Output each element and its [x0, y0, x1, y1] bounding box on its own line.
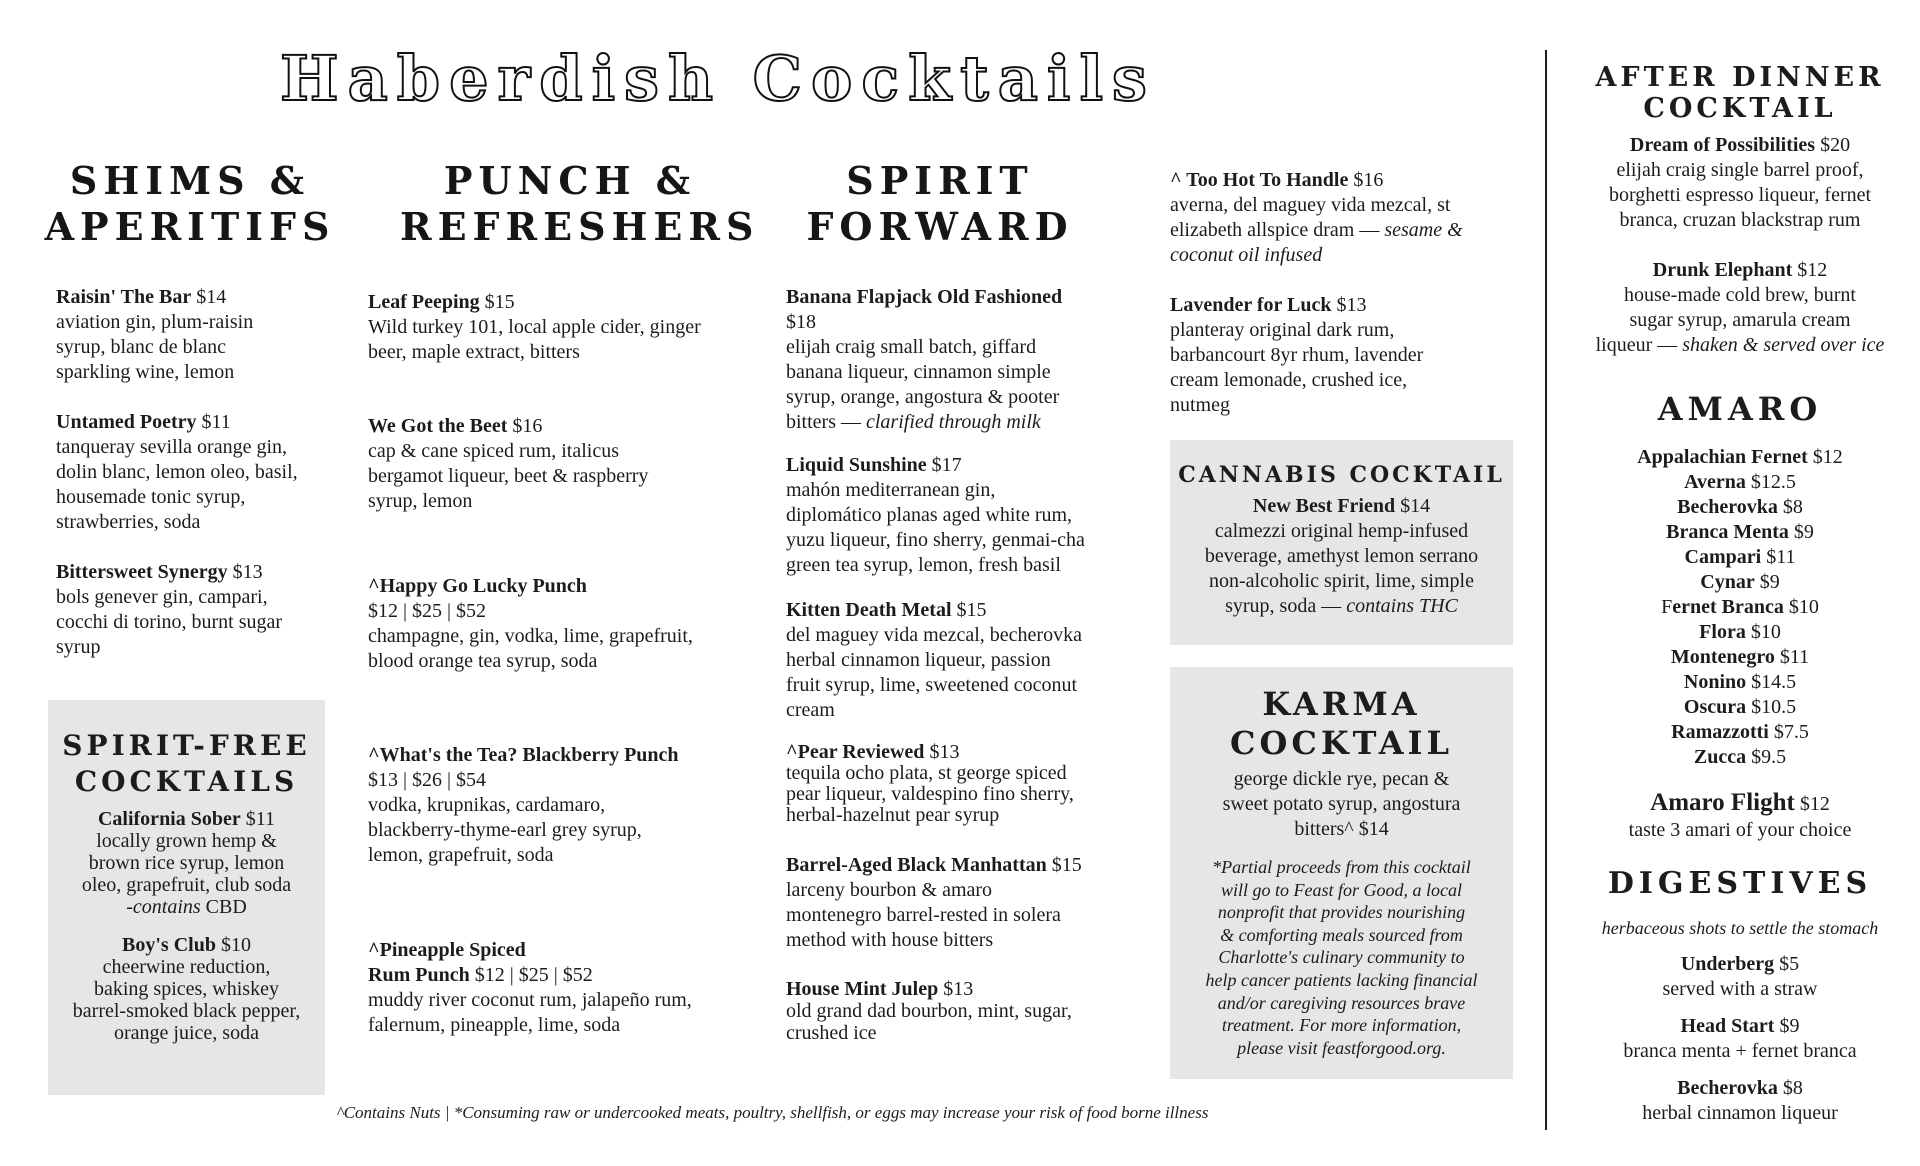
karma-note-line: Charlotte's culinary community to	[1218, 947, 1465, 968]
item-name: New Best Friend	[1252, 495, 1396, 517]
item-name: Underberg	[1680, 953, 1775, 975]
item-desc: falernum, pineapple, lime, soda	[368, 1014, 621, 1036]
menu-item	[368, 574, 748, 674]
item-price: $7.5	[1773, 721, 1809, 743]
item-price: $11	[1766, 546, 1796, 568]
item-price: $9.5	[1751, 746, 1787, 768]
menu-item	[368, 290, 748, 365]
item-desc: cap & cane spiced rum, italicus	[368, 440, 620, 462]
item-price: $15	[1051, 854, 1082, 876]
list-item	[1565, 445, 1915, 470]
item-desc: tequila ocho plata, st george spiced	[786, 762, 1067, 784]
item-name: Rum Punch	[368, 964, 470, 986]
shims-heading-line1: SHIMS &	[69, 158, 311, 203]
item-desc: beer, maple extract, bitters	[368, 341, 580, 363]
item-name: Ramazzotti	[1671, 721, 1769, 743]
item-name: ^Pear Reviewed	[786, 741, 925, 763]
item-desc-plain: elizabeth allspice dram —	[1170, 219, 1385, 241]
item-desc-last	[1565, 333, 1915, 358]
item-price: $18	[786, 311, 816, 333]
item-desc: Wild turkey 101, local apple cider, ginger	[368, 316, 701, 338]
item-desc: non-alcoholic spirit, lime, simple	[1209, 570, 1474, 592]
item-name: Bittersweet Synergy	[56, 561, 228, 583]
item-name: Averna	[1684, 471, 1746, 493]
list-item	[1565, 620, 1915, 645]
item-name: Nonino	[1683, 671, 1747, 693]
list-item	[1565, 495, 1915, 520]
item-name: Zucca	[1693, 746, 1747, 768]
item-price: $12.5	[1750, 471, 1796, 493]
item-name: ^Happy Go Lucky Punch	[368, 575, 587, 597]
item-note	[48, 896, 325, 918]
list-item	[1565, 595, 1915, 620]
list-item	[1565, 470, 1915, 495]
item-desc: borghetti espresso liqueur, fernet	[1608, 184, 1872, 206]
item-note-plain: CBD	[200, 896, 247, 918]
item-name: Cynar	[1700, 571, 1755, 593]
item-price: $12	[1812, 446, 1843, 468]
item-price: $13	[232, 561, 263, 583]
item-desc: baking spices, whiskey	[94, 978, 279, 1000]
menu-item	[368, 743, 748, 868]
item-name: ernet Branca	[1672, 596, 1784, 618]
item-desc: diplomático planas aged white rum,	[786, 504, 1073, 526]
menu-item	[1170, 168, 1500, 268]
menu-title: Haberdish Cocktails	[280, 42, 1156, 115]
punch-heading-line2: REFRESHERS	[400, 204, 760, 249]
karma-heading-line1: KARMA	[1262, 685, 1421, 723]
item-name: Becherovka	[1677, 496, 1778, 518]
item-name: Dream of Possibilities	[1629, 134, 1816, 156]
item-desc: george dickle rye, pecan &	[1233, 768, 1450, 790]
item-desc-plain: liqueur —	[1595, 334, 1683, 356]
footer-disclaimer: ^Contains Nuts | *Consuming raw or undercooked meats, poultry, shellfish, or eggs may increase your risk of food borne illness	[336, 1103, 1209, 1122]
item-desc: bols genever gin, campari,	[56, 586, 268, 608]
item-desc: strawberries, soda	[56, 511, 201, 533]
item-price: $12	[1799, 793, 1830, 815]
item-name: ^ Too Hot To Handle	[1170, 169, 1349, 191]
item-price: $5	[1779, 953, 1800, 975]
digestives-heading: DIGESTIVES	[1607, 866, 1873, 901]
menu-item	[786, 853, 1126, 953]
menu-item	[1565, 258, 1915, 358]
item-desc-italic: coconut oil infused	[1170, 244, 1323, 266]
item-name: House Mint Julep	[786, 978, 939, 1000]
menu-item	[786, 453, 1126, 578]
item-desc: oleo, grapefruit, club soda	[81, 874, 292, 896]
item-desc: syrup, lemon	[368, 490, 473, 512]
item-desc: montenegro barrel-rested in solera	[786, 904, 1061, 926]
item-desc: crushed ice	[786, 1022, 877, 1044]
item-name: Raisin' The Bar	[56, 286, 192, 308]
item-name: Banana Flapjack Old Fashioned	[786, 286, 1063, 308]
menu-item	[48, 808, 325, 918]
item-price: $20	[1820, 134, 1851, 156]
item-prices: $12 | $25 | $52	[368, 600, 487, 622]
spirit-forward-heading	[790, 158, 1090, 250]
menu-item	[1170, 494, 1513, 619]
amaro-list	[1565, 445, 1915, 770]
item-name: Oscura	[1683, 696, 1747, 718]
item-desc: barrel-smoked black pepper,	[72, 1000, 301, 1022]
item-name: Kitten Death Metal	[786, 599, 952, 621]
item-desc: tanqueray sevilla orange gin,	[56, 436, 288, 458]
item-desc-last	[1170, 594, 1513, 619]
item-desc: muddy river coconut rum, jalapeño rum,	[368, 989, 692, 1011]
item-price: $10.5	[1751, 696, 1797, 718]
item-name: Appalachian Fernet	[1637, 446, 1808, 468]
item-desc-last	[786, 410, 1126, 435]
menu-item	[48, 934, 325, 1044]
after-dinner-heading	[1565, 62, 1915, 124]
punch-heading	[400, 158, 760, 250]
item-name-plain: F	[1661, 596, 1673, 618]
item-name: Boy's Club	[122, 934, 216, 956]
item-desc-italic: shaken & served over ice	[1682, 334, 1885, 356]
spirit-free-heading-line1: SPIRIT-FREE	[62, 729, 311, 762]
item-name: Liquid Sunshine	[786, 454, 927, 476]
karma-note-line: *Partial proceeds from this cocktail	[1212, 857, 1471, 877]
amaro-flight	[1565, 790, 1915, 843]
item-desc: sugar syrup, amarula cream	[1629, 309, 1851, 331]
list-item	[1565, 720, 1915, 745]
item-note-italic: -contains	[126, 896, 201, 918]
item-price: $10	[220, 934, 251, 956]
item-desc: banana liqueur, cinnamon simple	[786, 361, 1051, 383]
menu-item	[56, 560, 356, 660]
karma-heading-line2: COCKTAIL	[1230, 724, 1453, 762]
item-name: Flora	[1699, 621, 1746, 643]
list-item	[1565, 520, 1915, 545]
item-desc: sparkling wine, lemon	[56, 361, 235, 383]
karma-note-line: will go to Feast for Good, a local	[1221, 879, 1462, 900]
karma-heading	[1170, 685, 1513, 763]
item-prices: $13 | $26 | $54	[368, 769, 487, 791]
spirit-forward-heading-line1: SPIRIT	[846, 158, 1034, 203]
amaro-heading: AMARO	[1657, 390, 1823, 428]
spirit-free-heading	[48, 728, 325, 800]
item-price: $14	[196, 286, 227, 308]
item-price: $8	[1782, 1077, 1803, 1099]
item-price: $14	[1400, 495, 1431, 517]
menu-item	[1565, 952, 1915, 1002]
item-desc: pear liqueur, valdespino fino sherry,	[786, 783, 1074, 805]
item-desc: elijah craig single barrel proof,	[1616, 159, 1864, 181]
item-price: $13	[929, 741, 960, 763]
item-desc: sweet potato syrup, angostura	[1222, 793, 1461, 815]
item-name: Untamed Poetry	[56, 411, 197, 433]
item-name: ^What's the Tea? Blackberry Punch	[368, 744, 679, 766]
item-desc: planteray original dark rum,	[1170, 319, 1395, 341]
item-price: $16	[512, 415, 543, 437]
item-desc: dolin blanc, lemon oleo, basil,	[56, 461, 298, 483]
item-name: Branca Menta	[1666, 521, 1789, 543]
item-price: $10	[1750, 621, 1781, 643]
spirit-forward-heading-line2: FORWARD	[806, 204, 1074, 249]
item-price: $8	[1782, 496, 1803, 518]
karma-note-line: treatment. For more information,	[1221, 1015, 1462, 1036]
item-desc: syrup	[56, 636, 101, 658]
item-desc: mahón mediterranean gin,	[786, 479, 996, 501]
menu-item	[1565, 1076, 1915, 1126]
item-desc: fruit syrup, lime, sweetened coconut	[786, 674, 1078, 696]
item-price: $11	[1779, 646, 1810, 668]
item-desc: barbancourt 8yr rhum, lavender	[1170, 344, 1424, 366]
item-price: $13	[1336, 294, 1367, 316]
list-item	[1565, 545, 1915, 570]
list-item	[1565, 570, 1915, 595]
karma-note-line: & comforting meals sourced from	[1220, 924, 1463, 945]
item-desc: syrup, blanc de blanc	[56, 336, 226, 358]
karma-note-line: please visit feastforgood.org.	[1237, 1037, 1446, 1058]
spirit-free-heading-line2: COCKTAILS	[74, 765, 299, 798]
cannabis-heading: CANNABIS COCKTAIL	[1178, 462, 1505, 488]
item-desc: blackberry-thyme-earl grey syrup,	[368, 819, 642, 841]
karma-note-line: and/or caregiving resources brave	[1217, 992, 1466, 1013]
item-name: California Sober	[97, 808, 241, 830]
list-item	[1565, 670, 1915, 695]
item-name: Montenegro	[1670, 646, 1775, 668]
item-desc: larceny bourbon & amaro	[786, 879, 993, 901]
karma-desc	[1170, 767, 1513, 842]
item-name: Head Start	[1680, 1015, 1775, 1037]
menu-item	[56, 285, 346, 385]
item-desc-italic: clarified through milk	[866, 411, 1041, 433]
item-name: ^Pineapple Spiced	[368, 939, 526, 961]
item-desc: bergamot liqueur, beet & raspberry	[368, 465, 649, 487]
item-desc: branca menta + fernet branca	[1623, 1040, 1857, 1062]
item-price: $14.5	[1751, 671, 1797, 693]
item-desc: cream lemonade, crushed ice,	[1170, 369, 1408, 391]
item-price: $12	[1797, 259, 1828, 281]
item-price: $9	[1793, 521, 1814, 543]
item-desc: taste 3 amari of your choice	[1628, 819, 1852, 841]
item-desc: nutmeg	[1170, 394, 1230, 416]
item-desc: herbal-hazelnut pear syrup	[786, 804, 1000, 826]
after-dinner-heading-line1: AFTER DINNER	[1595, 62, 1885, 93]
item-price: $9	[1779, 1015, 1800, 1037]
item-name: Amaro Flight	[1650, 789, 1795, 816]
item-price: $13	[943, 978, 974, 1000]
menu-item	[1170, 293, 1500, 418]
item-name: Lavender for Luck	[1170, 294, 1332, 316]
item-desc: method with house bitters	[786, 929, 994, 951]
item-desc: green tea syrup, lemon, fresh basil	[786, 554, 1061, 576]
item-desc: elijah craig small batch, giffard	[786, 336, 1037, 358]
menu-item	[1565, 133, 1915, 233]
item-desc: blood orange tea syrup, soda	[368, 650, 598, 672]
list-item	[1565, 695, 1915, 720]
menu-item	[786, 742, 1126, 826]
karma-note-line: help cancer patients lacking financial	[1205, 969, 1478, 990]
item-desc-italic: contains THC	[1346, 595, 1458, 617]
item-desc: housemade tonic syrup,	[56, 486, 246, 508]
item-desc-plain: bitters —	[786, 411, 866, 433]
item-desc: syrup, orange, angostura & pooter	[786, 386, 1060, 408]
item-name: We Got the Beet	[368, 415, 508, 437]
item-desc: orange juice, soda	[114, 1022, 259, 1044]
menu-item	[786, 978, 1126, 1044]
karma-note	[1170, 856, 1513, 1059]
item-desc: brown rice syrup, lemon	[88, 852, 285, 874]
item-desc: cream	[786, 699, 835, 721]
shims-heading-line2: APERITIFS	[44, 204, 336, 249]
menu-item	[56, 410, 356, 535]
item-desc: cheerwine reduction,	[102, 956, 271, 978]
karma-box	[1170, 667, 1513, 1079]
item-prices: $12 | $25 | $52	[474, 964, 593, 986]
item-price: $10	[1788, 596, 1819, 618]
item-price: $16	[1353, 169, 1384, 191]
item-desc: vodka, krupnikas, cardamaro,	[368, 794, 606, 816]
menu-item	[368, 414, 748, 514]
item-desc: yuzu liqueur, fino sherry, genmai-cha	[786, 529, 1085, 551]
menu-item	[368, 938, 748, 1038]
shims-heading	[40, 158, 340, 250]
menu-item	[1565, 1014, 1915, 1064]
cannabis-box	[1170, 440, 1513, 645]
menu-item	[786, 598, 1126, 723]
item-name: Drunk Elephant	[1652, 259, 1793, 281]
list-item	[1565, 745, 1915, 770]
item-price: $15	[484, 291, 515, 313]
item-name: Leaf Peeping	[368, 291, 480, 313]
item-desc: served with a straw	[1662, 978, 1818, 1000]
item-desc: house-made cold brew, burnt	[1624, 284, 1856, 306]
digestives-tagline: herbaceous shots to settle the stomach	[1601, 918, 1879, 938]
menu-item	[786, 285, 1126, 435]
item-desc: cocchi di torino, burnt sugar	[56, 611, 283, 633]
item-desc: averna, del maguey vida mezcal, st	[1170, 194, 1451, 216]
punch-heading-line1: PUNCH &	[443, 158, 697, 203]
after-dinner-heading-line2: COCKTAIL	[1643, 93, 1837, 124]
item-desc-plain: syrup, soda —	[1225, 595, 1347, 617]
item-desc: herbal cinnamon liqueur, passion	[786, 649, 1051, 671]
item-name: Becherovka	[1677, 1077, 1778, 1099]
column-divider	[1545, 50, 1547, 1130]
item-desc	[1170, 218, 1500, 243]
item-desc: old grand dad bourbon, mint, sugar,	[786, 1000, 1072, 1022]
item-desc: herbal cinnamon liqueur	[1642, 1102, 1838, 1124]
item-desc-italic: sesame &	[1384, 219, 1463, 241]
list-item	[1565, 645, 1915, 670]
item-price: $17	[931, 454, 962, 476]
item-price: $11	[245, 808, 276, 830]
item-desc: lemon, grapefruit, soda	[368, 844, 554, 866]
spirit-free-box	[48, 700, 325, 1095]
item-price: $15	[956, 599, 987, 621]
item-desc: aviation gin, plum-raisin	[56, 311, 254, 333]
karma-note-line: nonprofit that provides nourishing	[1217, 902, 1466, 923]
item-desc: champagne, gin, vodka, lime, grapefruit,	[368, 625, 693, 647]
item-desc: calmezzi original hemp-infused	[1214, 520, 1469, 542]
item-desc: branca, cruzan blackstrap rum	[1619, 209, 1861, 231]
item-desc: bitters^ $14	[1294, 818, 1389, 840]
item-desc: beverage, amethyst lemon serrano	[1204, 545, 1479, 567]
item-desc: del maguey vida mezcal, becherovka	[786, 624, 1082, 646]
item-price: $11	[201, 411, 231, 433]
item-name: Barrel-Aged Black Manhattan	[786, 854, 1047, 876]
item-name: Campari	[1684, 546, 1762, 568]
item-desc: locally grown hemp &	[96, 830, 277, 852]
item-price: $9	[1759, 571, 1780, 593]
